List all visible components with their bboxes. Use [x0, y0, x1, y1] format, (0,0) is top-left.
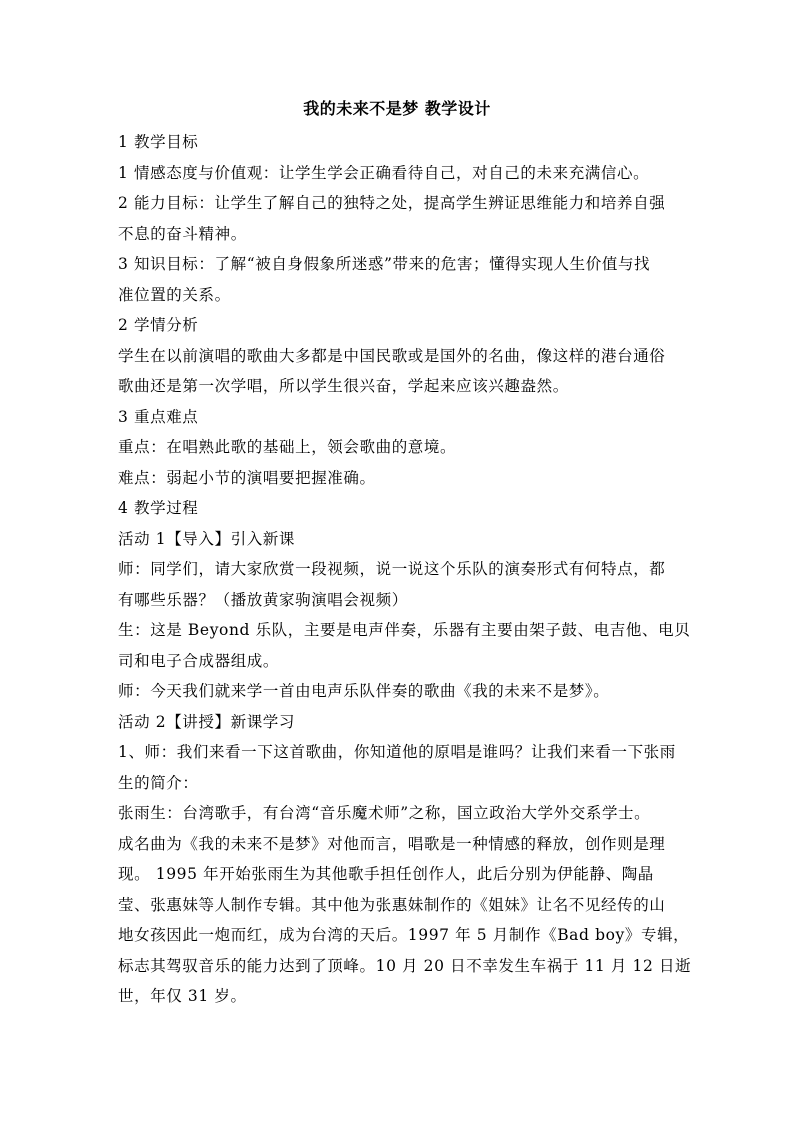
document-body [118, 127, 692, 1012]
text-line: 3 知识目标：了解“被自身假象所迷惑”带来的危害；懂得实现人生价值与找 [118, 255, 651, 273]
text-line: 有哪些乐器？（播放黄家驹演唱会视频） [118, 590, 408, 609]
text-line: 莹、张惠妹等人制作专辑。其中他为张惠妹制作的《姐妹》让名不见经传的山 [118, 895, 666, 914]
text-line: 重点：在唱熟此歌的基础上，领会歌曲的意境。 [118, 438, 457, 456]
text-line: 4 教学过程 [118, 499, 199, 517]
text-line: 不息的奋斗精神。 [118, 224, 247, 243]
text-line: 师：同学们，请大家欣赏一段视频，说一说这个乐队的演奏形式有何特点，都 [118, 560, 666, 578]
text-line: 1 情感态度与价值观：让学生学会正确看待自己，对自己的未来充满信心。 [118, 163, 650, 182]
text-line: 难点：弱起小节的演唱要把握准确。 [118, 468, 376, 487]
text-line: 师：今天我们就来学一首由电声乐队伴奏的歌曲《我的未来不是梦》。 [118, 682, 610, 700]
text-line: 1 教学目标 [118, 133, 199, 151]
text-line: 活动 2【讲授】新课学习 [118, 712, 295, 731]
document-title: 我的未来不是梦 教学设计 [303, 99, 491, 118]
text-line: 2 能力目标：让学生了解自己的独特之处，提高学生辨证思维能力和培养自强 [118, 194, 666, 212]
text-line: 张雨生：台湾歌手，有台湾“音乐魔术师”之称，国立政治大学外交系学士。 [118, 804, 651, 822]
text-line: 1、师：我们来看一下这首歌曲，你知道他的原唱是谁吗？让我们来看一下张雨 [118, 743, 676, 761]
text-line: 生的简介： [118, 773, 199, 792]
text-line: 成名曲为《我的未来不是梦》对他而言，唱歌是一种情感的释放，创作则是理 [118, 834, 666, 853]
text-line: 世，年仅 31 岁。 [118, 987, 247, 1005]
text-line: 司和电子合成器组成。 [118, 651, 280, 670]
text-line: 3 重点难点 [118, 407, 199, 426]
text-line: 标志其驾驭音乐的能力达到了顶峰。10 月 20 日不幸发生车祸于 11 月 12 日逝 [118, 956, 692, 975]
text-line: 2 学情分析 [118, 316, 199, 334]
text-line: 生：这是 Beyond 乐队，主要是电声伴奏，乐器有主要由架子鼓、电吉他、电贝 [118, 621, 691, 639]
text-line: 现。 1995 年开始张雨生为其他歌手担任创作人，此后分别为伊能静、陶晶 [118, 865, 654, 883]
text-line: 学生在以前演唱的歌曲大多都是中国民歌或是国外的名曲，像这样的港台通俗 [118, 346, 666, 365]
text-line: 准位置的关系。 [118, 285, 231, 304]
text-line: 歌曲还是第一次学唱，所以学生很兴奋，学起来应该兴趣盎然。 [118, 377, 569, 395]
text-line: 活动 1【导入】引入新课 [118, 529, 295, 548]
text-line: 地女孩因此一炮而红，成为台湾的天后。1997 年 5 月制作《Bad boy》专辑， [118, 926, 690, 944]
